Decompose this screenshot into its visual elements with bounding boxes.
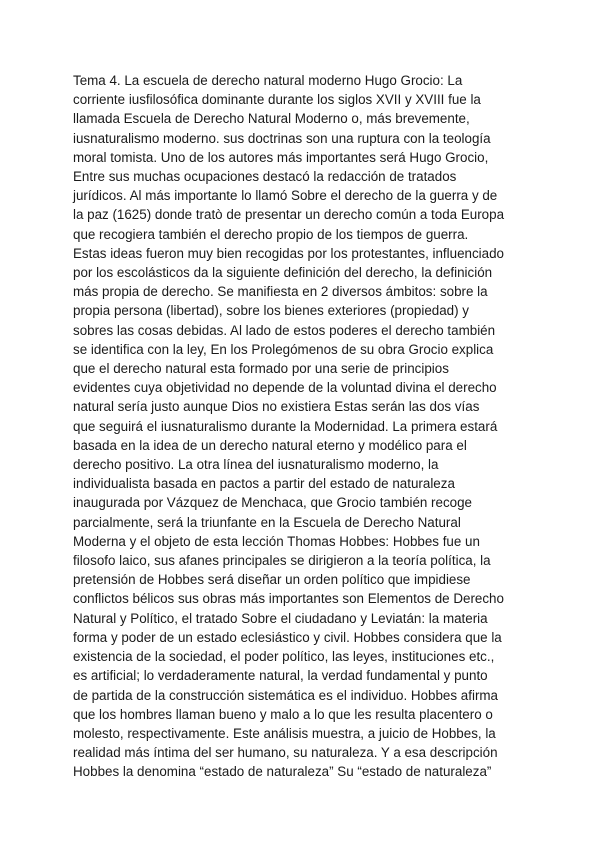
text-line: sobres las cosas debidas. Al lado de estos poderes el derecho también <box>73 322 496 338</box>
text-line: molesto, respectivamente. Este análisis muestra, a juicio de Hobbes, la <box>73 725 496 741</box>
text-line: realidad más íntima del ser humano, su naturaleza. Y a esa descripción <box>73 745 498 761</box>
text-line: natural sería justo aunque Dios no existiera Estas serán las dos vías <box>73 399 480 415</box>
text-line: derecho positivo. La otra línea del iusnaturalismo moderno, la <box>73 457 439 473</box>
text-line: Moderna y el objeto de esta lección Thomas Hobbes: Hobbes fue un <box>73 533 480 549</box>
text-line: pretensión de Hobbes será diseñar un orden político que impidiese <box>73 572 471 588</box>
text-line: inaugurada por Vázquez de Menchaca, que Grocio también recoge <box>73 495 472 511</box>
text-line: evidentes cuya objetividad no depende de la voluntad divina el derecho <box>73 380 497 396</box>
text-line: que el derecho natural esta formado por una serie de principios <box>73 361 449 377</box>
text-line: propia persona (libertad), sobre los bienes exteriores (propiedad) y <box>73 303 469 319</box>
text-line: basada en la idea de un derecho natural eterno y modélico para el <box>73 437 467 453</box>
text-line: por los escolásticos da la siguiente definición del derecho, la definición <box>73 265 493 281</box>
text-line: Entre sus muchas ocupaciones destacó la redacción de tratados <box>73 169 457 185</box>
text-line: la paz (1625) donde tratò de presentar un derecho común a toda Europa <box>73 207 505 223</box>
text-line: que recogiera también el derecho propio de los tiempos de guerra. <box>73 226 469 242</box>
text-line: que los hombres llaman bueno y malo a lo que les resulta placentero o <box>73 706 493 722</box>
text-line: Hobbes la denomina “estado de naturaleza” Su “estado de naturaleza” <box>73 764 492 780</box>
text-line: corriente iusfilosófica dominante durante los siglos XVII y XVIII fue la <box>73 92 481 108</box>
text-line: de partida de la construcción sistemática es el individuo. Hobbes afirma <box>73 687 499 703</box>
text-line: Natural y Político, el tratado Sobre el ciudadano y Leviatán: la materia <box>73 610 488 626</box>
text-line: individualista basada en pactos a partir del estado de naturaleza <box>73 476 455 492</box>
text-line: Estas ideas fueron muy bien recogidas por los protestantes, influenciado <box>73 245 504 261</box>
text-line: más propia de derecho. Se manifiesta en 2 diversos ámbitos: sobre la <box>73 284 488 300</box>
text-line: existencia de la sociedad, el poder político, las leyes, instituciones etc., <box>73 649 495 665</box>
text-line: Tema 4. La escuela de derecho natural moderno Hugo Grocio: La <box>73 73 463 88</box>
text-line: que seguirá el iusnaturalismo durante la Modernidad. La primera estará <box>73 418 498 434</box>
text-line: filosofo laico, sus afanes principales se dirigieron a la teoría política, la <box>73 553 491 569</box>
text-line: jurídicos. Al más importante lo llamó Sobre el derecho de la guerra y de <box>73 188 498 204</box>
text-line: forma y poder de un estado eclesiástico y civil. Hobbes considera que la <box>73 629 502 645</box>
text-line: moral tomista. Uno de los autores más importantes será Hugo Grocio, <box>73 149 489 165</box>
text-line: llamada Escuela de Derecho Natural Moderno o, más brevemente, <box>73 111 470 127</box>
body-text <box>73 71 533 782</box>
text-line: es artificial; lo verdaderamente natural, la verdad fundamental y punto <box>73 668 488 684</box>
text-line: parcialmente, será la triunfante en la Escuela de Derecho Natural <box>73 514 461 530</box>
text-line: iusnaturalismo moderno. sus doctrinas son una ruptura con la teología <box>73 130 491 146</box>
text-line: conflictos bélicos sus obras más importantes son Elementos de Derecho <box>73 591 504 607</box>
text-line: se identifica con la ley, En los Prolegómenos de su obra Grocio explica <box>73 341 494 357</box>
